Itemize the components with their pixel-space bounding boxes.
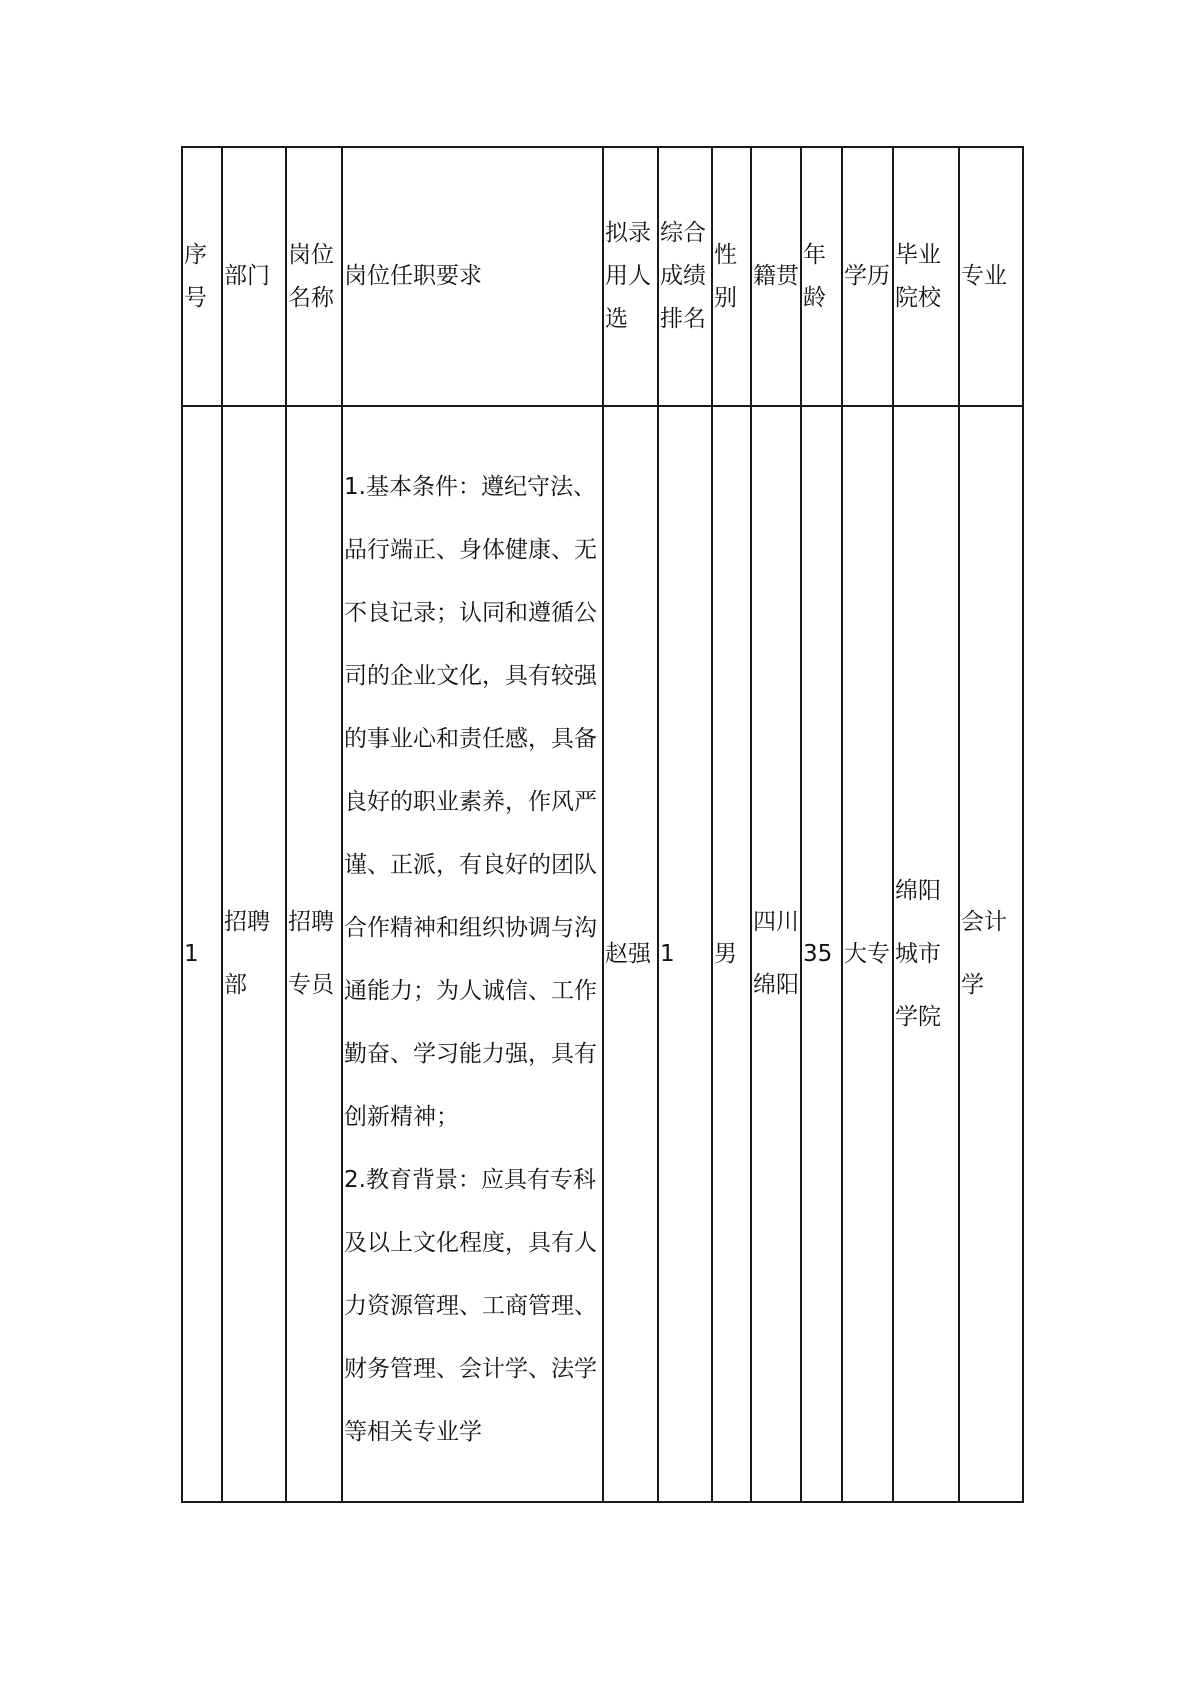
cell-school: 绵阳城市学院 [893,406,959,1502]
table-header-row [182,147,1023,406]
requirement-basic: 1.基本条件：遵纪守法、品行端正、身体健康、无不良记录；认同和遵循公司的企业文化，具有较强的事业心和责任感，具备良好的职业素养，作风严谨、正派，有良好的团队合作精神和组织协调与沟通能力；为人诚信、工作勤奋、学习能力强，具有创新精神； [344,474,597,1130]
cell-requirements [342,406,603,1502]
requirement-education: 2.教育背景：应具有专科及以上文化程度，具有人力资源管理、工商管理、财务管理、会计学、法学等相关专业学 [344,1167,597,1445]
header-seq: 序号 [182,147,222,406]
header-origin: 籍贯 [751,147,801,406]
header-dept: 部门 [222,147,286,406]
cell-gender: 男 [712,406,751,1502]
cell-dept: 招聘部 [222,406,286,1502]
header-rank: 综合成绩排名 [658,147,712,406]
header-req: 岗位任职要求 [342,147,603,406]
header-gender: 性别 [712,147,751,406]
cell-seq: 1 [182,406,222,1502]
cell-origin: 四川绵阳 [751,406,801,1502]
recruitment-table [181,146,1024,1503]
header-post: 岗位名称 [286,147,342,406]
header-age: 年龄 [801,147,842,406]
cell-post: 招聘专员 [286,406,342,1502]
cell-rank: 1 [658,406,712,1502]
header-candidate: 拟录用人选 [603,147,658,406]
cell-edu: 大专 [842,406,893,1502]
header-edu: 学历 [842,147,893,406]
header-school: 毕业院校 [893,147,959,406]
cell-major: 会计学 [959,406,1023,1502]
cell-candidate: 赵强 [603,406,658,1502]
header-major: 专业 [959,147,1023,406]
table-row [182,406,1023,1502]
cell-age: 35 [801,406,842,1502]
